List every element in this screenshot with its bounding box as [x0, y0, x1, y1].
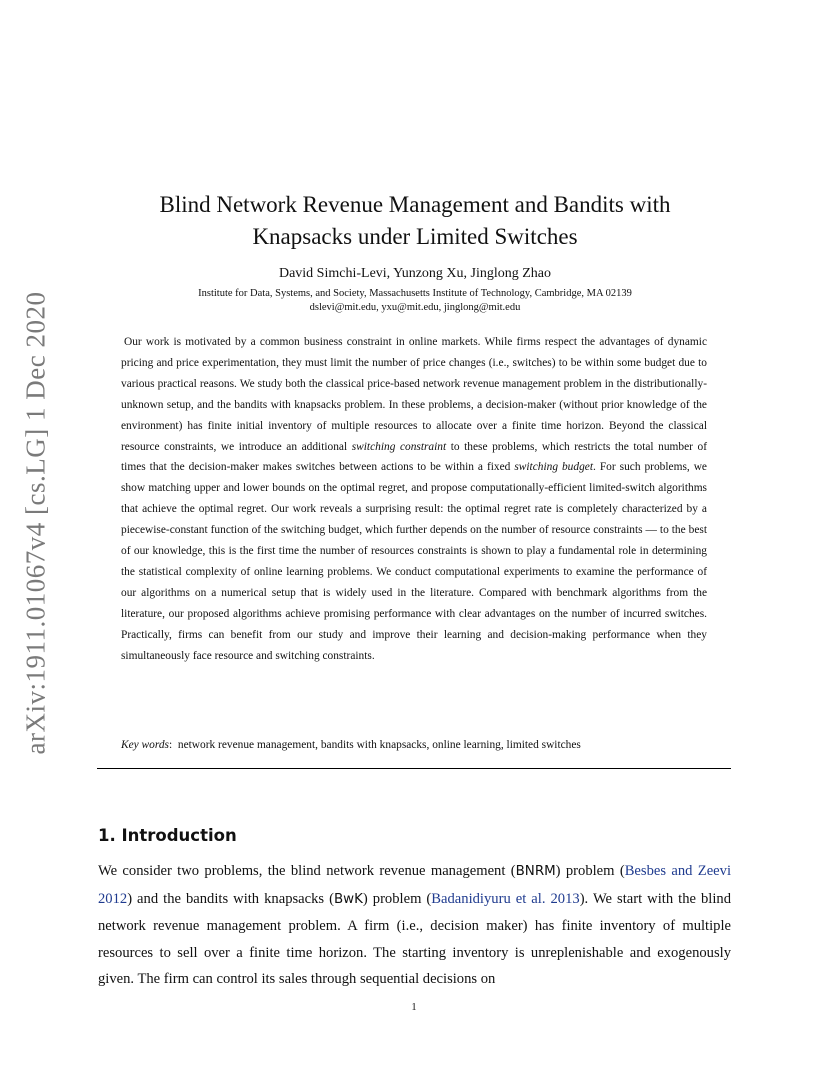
citation-link-besbes-zeevi[interactable]: Besbes and Zeevi 2012 [98, 863, 732, 907]
abstract-emphasis-switching-constraint: switching constraint [351, 440, 447, 453]
author-list: David Simchi-Levi, Yunzong Xu, Jinglong Zhao [278, 266, 552, 281]
title-line-1: Blind Network Revenue Management and Bandits with [159, 192, 671, 217]
abstract-emphasis-switching-budget: switching budget [514, 461, 593, 474]
section-divider [97, 768, 731, 769]
arxiv-identifier-text: arXiv:1911.01067v4 [cs.LG] 1 Dec 2020 [20, 291, 51, 755]
intro-text-5: ). We start with the blind network revenue management problem. A firm (i.e., decision maker) has finite inventory of multiple resources to sell over a finite time horizon. The starting inventory is unreplenishable and exogenously given. The firm can control its sales through sequential decisions on [98, 890, 731, 988]
page-number: 1 [411, 1002, 417, 1013]
abbreviation-bwk: BwK [333, 891, 363, 907]
section-heading-introduction: 1. Introduction [98, 826, 237, 845]
abstract [121, 332, 707, 667]
abbreviation-bnrm: BNRM [515, 864, 556, 879]
paper-title [100, 189, 730, 253]
keywords-text: network revenue management, bandits with knapsacks, online learning, limited switches [177, 739, 581, 751]
author-emails: dslevi@mit.edu, yxu@mit.edu, jinglong@mit.edu [309, 302, 521, 313]
abstract-text-3: . For such problems, we show matching upper and lower bounds on the optimal regret, and propose computationally-efficient limited-switch algorithms that achieve the optimal regret. Our work reveals a surprising result: the optimal regret rate is completely characterized by a piecewise-constant function of the switching budget, which further depends on the number of resource constraints — to the best of our knowledge, this is the first time the number of resources constraints is shown to play a fundamental role in determining the statistical complexity of online learning problems. We conduct computational experiments to examine the performance of our algorithms on a numerical setup that is widely used in the literature. Compared with benchmark algorithms from the literature, our proposed algorithms achieve promising performance with clear advantages on the number of incurred switches. Practically, firms can benefit from our study and improve their learning and decision-making performance when they simultaneously face resource and switching constraints. [121, 461, 707, 662]
abstract-text-1: Our work is motivated by a common business constraint in online markets. While firms respect the advantages of dynamic pricing and price experimentation, they must limit the number of price changes (i.e., switches) to be within some budget due to various practical reasons. We study both the classical price-based network revenue management problem in the distributionally-unknown setup, and the bandits with knapsacks problem. In these problems, a decision-maker (without prior knowledge of the environment) has finite initial inventory of multiple resources to allocate over a finite time horizon. Beyond the classical resource constraints, we introduce an additional [121, 336, 707, 453]
citation-link-badanidiyuru[interactable]: Badanidiyuru et al. 2013 [431, 890, 580, 907]
keywords-label: Key words [121, 739, 169, 751]
author-affiliation: Institute for Data, Systems, and Society, Massachusetts Institute of Technology, Cambridge, MA 02139 [198, 288, 632, 299]
intro-text-1: We consider two problems, the blind network revenue management ( [98, 863, 516, 879]
intro-text-3: ) and the bandits with knapsacks ( [127, 890, 334, 907]
intro-text-2: ) problem ( [555, 863, 625, 879]
intro-text-4: ) problem ( [362, 890, 432, 907]
keywords: Key words: network revenue management, bandits with knapsacks, online learning, limited switches [121, 739, 581, 751]
abstract-text-2: to these problems, which restricts the total number of times that the decision-maker makes switches between actions to be within a fixed [121, 440, 707, 474]
title-line-2: Knapsacks under Limited Switches [252, 224, 578, 249]
abstract-paragraph [121, 332, 707, 667]
introduction-paragraph [98, 858, 731, 993]
